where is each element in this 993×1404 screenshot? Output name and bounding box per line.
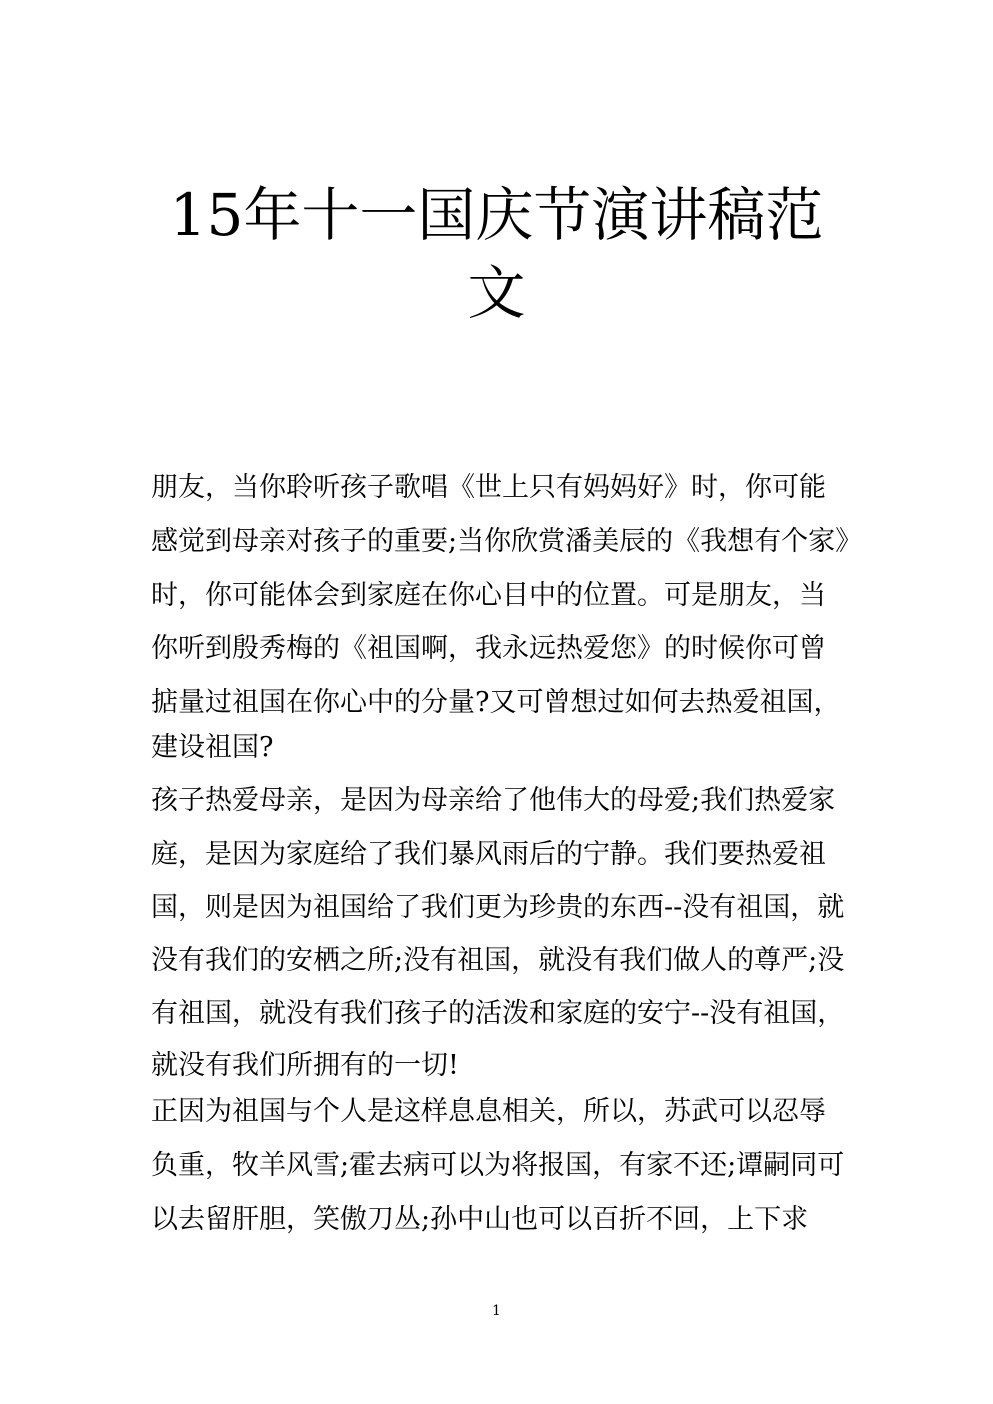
body-line: 以去留肝胆，笑傲刀丛;孙中山也可以百折不回，上下求 xyxy=(151,1204,809,1235)
body-line: 孩子热爱母亲，是因为母亲给了他伟大的母爱;我们热爱家 xyxy=(151,785,836,816)
body-line: 你听到殷秀梅的《祖国啊，我永远热爱您》的时候你可曾 xyxy=(151,633,826,664)
body-line: 朋友，当你聆听孩子歌唱《世上只有妈妈好》时，你可能 xyxy=(151,472,826,503)
page-number: 1 xyxy=(492,1303,501,1319)
body-line: 负重，牧羊风雪;霍去病可以为将报国，有家不还;谭嗣同可 xyxy=(151,1150,845,1181)
body-line: 就没有我们所拥有的一切! xyxy=(151,1050,459,1081)
body-line: 时，你可能体会到家庭在你心目中的位置。可是朋友，当 xyxy=(151,580,826,611)
document-title-line-2: 文 xyxy=(467,259,526,327)
document-title-line-1: 15年十一国庆节演讲稿范 xyxy=(169,181,824,249)
body-line: 没有我们的安栖之所;没有祖国，就没有我们做人的尊严;没 xyxy=(151,945,845,976)
body-line: 掂量过祖国在你心中的分量?又可曾想过如何去热爱祖国， xyxy=(151,687,841,718)
body-line: 有祖国，就没有我们孩子的活泼和家庭的安宁--没有祖国， xyxy=(151,998,845,1029)
body-line: 正因为祖国与个人是这样息息相关，所以，苏武可以忍辱 xyxy=(151,1096,826,1127)
body-line: 建设祖国? xyxy=(151,732,274,763)
body-line: 国，则是因为祖国给了我们更为珍贵的东西--没有祖国，就 xyxy=(151,892,845,923)
body-line: 感觉到母亲对孩子的重要;当你欣赏潘美辰的《我想有个家》 xyxy=(151,526,863,557)
body-line: 庭，是因为家庭给了我们暴风雨后的宁静。我们要热爱祖 xyxy=(151,839,826,870)
